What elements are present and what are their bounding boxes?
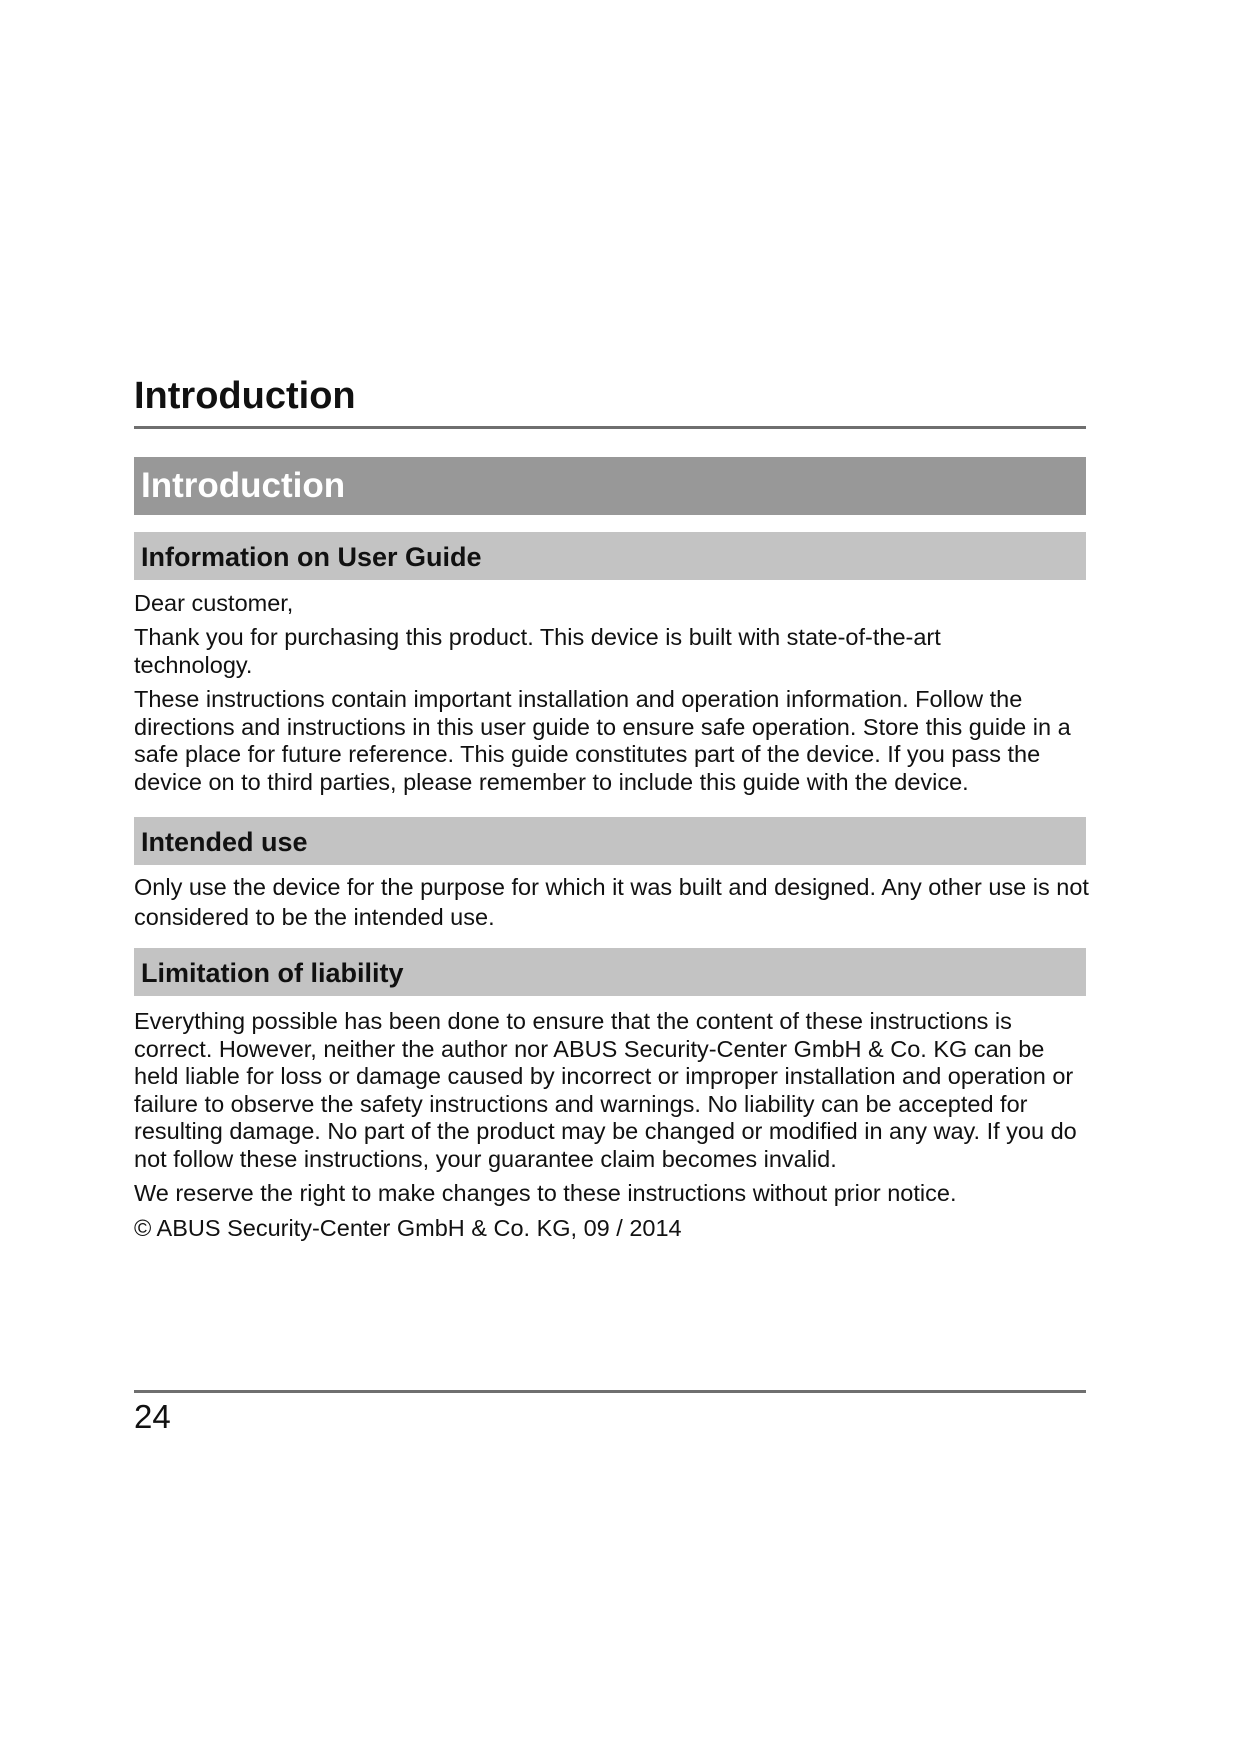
section-header-user-guide	[134, 532, 1086, 580]
page-number: 24	[134, 1398, 171, 1435]
chapter-header	[134, 457, 1086, 515]
footer-divider	[134, 1390, 1086, 1393]
section-title-intended-use: Intended use	[141, 827, 308, 857]
section-title-liability: Limitation of liability	[141, 958, 404, 988]
section-title-user-guide: Information on User Guide	[141, 542, 482, 572]
copyright-text: © ABUS Security-Center GmbH & Co. KG, 09 / 2014	[134, 1215, 682, 1241]
liability-paragraph: Everything possible has been done to ensure that the content of these instructions is correct. However, neither the author nor ABUS Security-Center GmbH & Co. KG can be held liable for loss or damage caused by incorrect or improper installation and operation or failure to observe the safety instructions and warnings. No liability can be accepted for resulting damage. No part of the product may be changed or modified in any way. If you do not follow these instructions, your guarantee claim becomes invalid.	[134, 1008, 1077, 1172]
thanks-paragraph: Thank you for purchasing this product. This device is built with state-of-the-art technology.	[134, 624, 941, 678]
title-divider	[134, 426, 1086, 429]
instructions-paragraph: These instructions contain important installation and operation information. Follow the directions and instructions in this user guide to ensure safe operation. Store this guide in a safe place for future reference. This guide constitutes part of the device. If you pass the device on to third parties, please remember to include this guide with the device.	[134, 686, 1071, 795]
page-title: Introduction	[134, 375, 356, 417]
chapter-title: Introduction	[141, 466, 346, 505]
section-header-intended-use	[134, 817, 1086, 865]
section-header-liability	[134, 948, 1086, 996]
reserve-rights-text: We reserve the right to make changes to these instructions without prior notice.	[134, 1180, 957, 1206]
intended-use-paragraph: Only use the device for the purpose for which it was built and designed. Any other use is not considered to be the intended use.	[134, 874, 1089, 930]
greeting-text: Dear customer,	[134, 590, 294, 616]
